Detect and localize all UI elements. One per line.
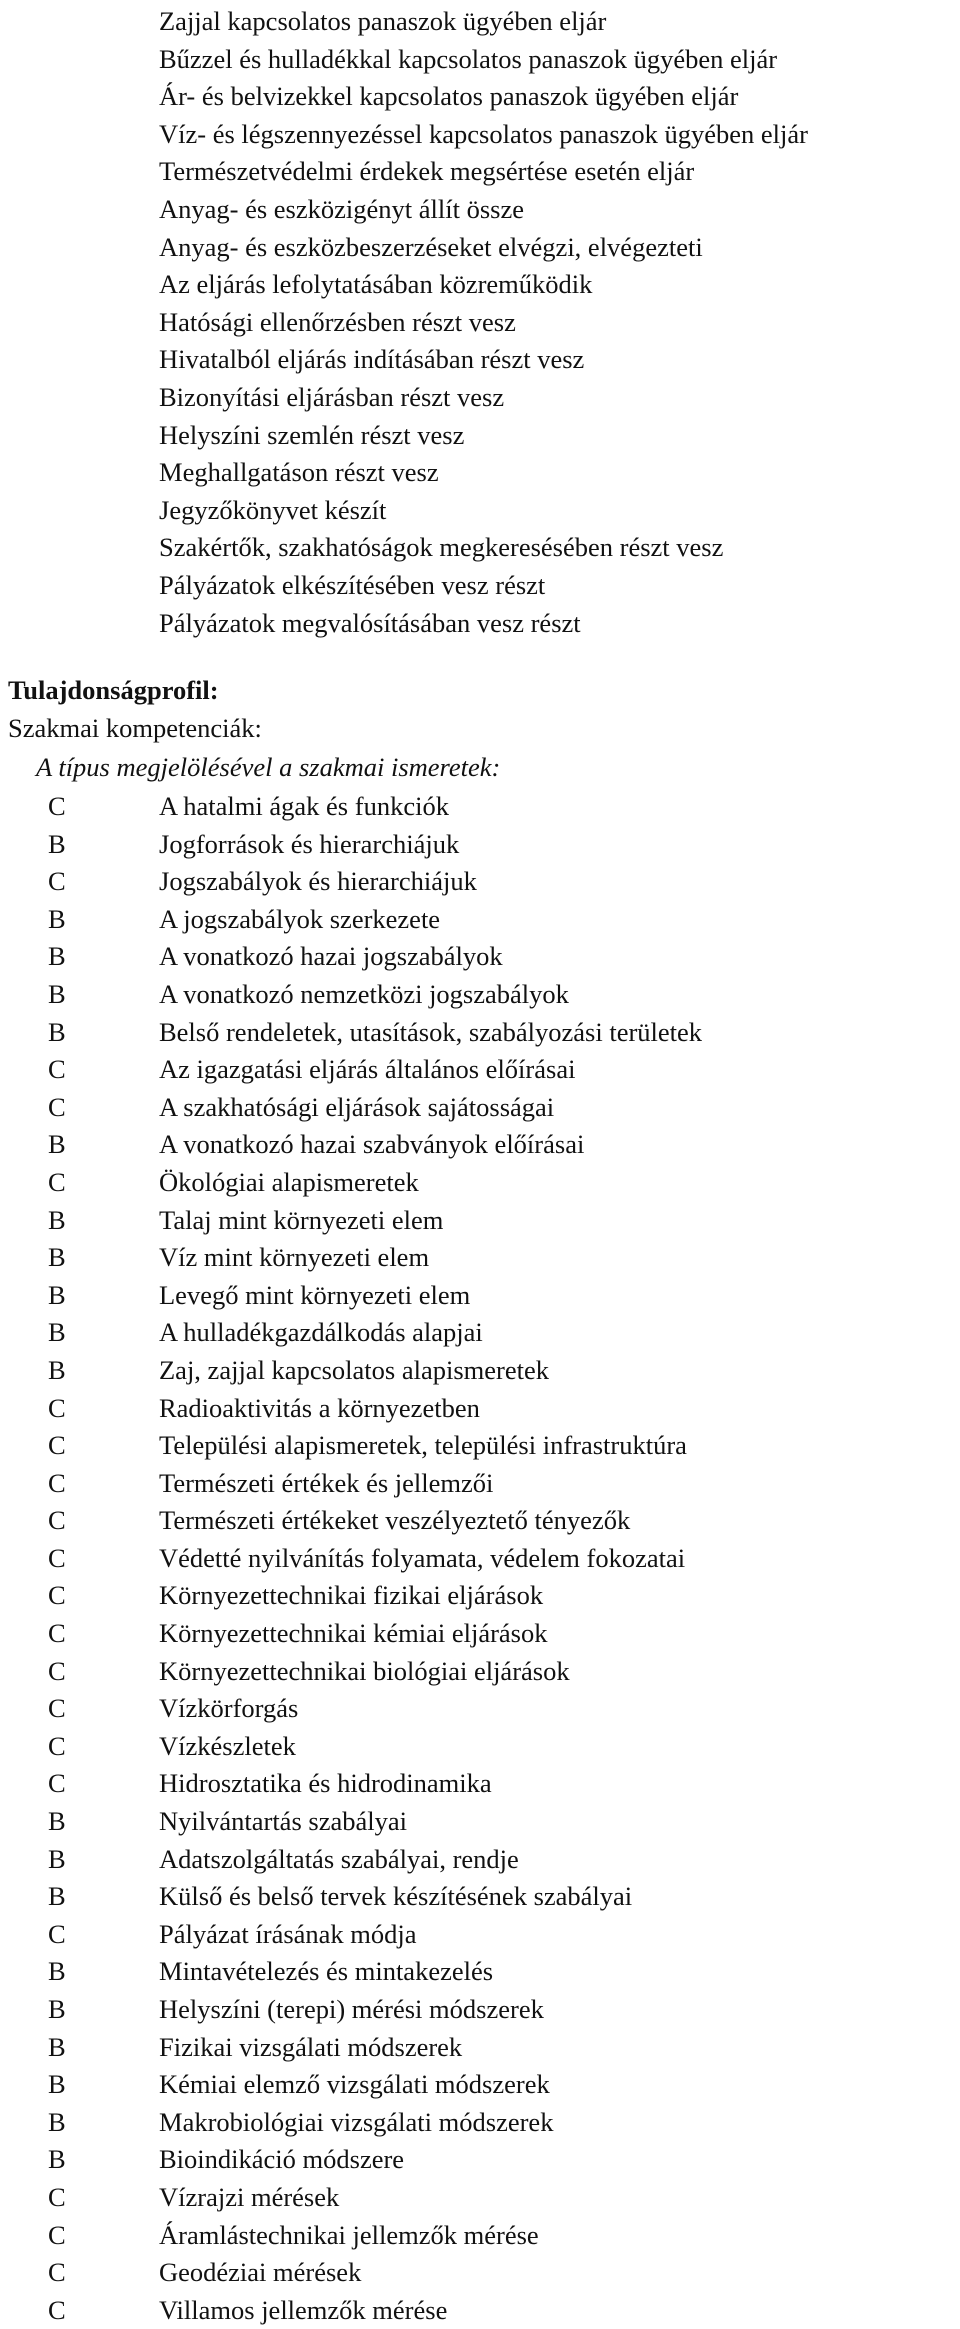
competency-level: B	[48, 903, 66, 934]
competency-label: Környezettechnikai kémiai eljárások	[159, 1618, 548, 1649]
competency-label: Áramlástechnikai jellemzők mérése	[159, 2219, 539, 2250]
competency-row	[0, 863, 960, 901]
competency-row	[0, 976, 960, 1014]
competency-level: B	[48, 1881, 66, 1912]
competency-row	[0, 1465, 960, 1503]
competency-row	[0, 1615, 960, 1653]
competency-row	[0, 1352, 960, 1390]
competency-row	[0, 1126, 960, 1164]
competency-level: C	[48, 1430, 66, 1461]
competency-label: Belső rendeletek, utasítások, szabályozási területek	[159, 1016, 703, 1047]
competency-level: C	[48, 1730, 66, 1761]
competency-label: Mintavételezés és mintakezelés	[159, 1956, 494, 1987]
competency-label: Nyilvántartás szabályai	[159, 1806, 407, 1837]
competency-level: C	[48, 1918, 66, 1949]
competency-label: Ökológiai alapismeretek	[159, 1166, 419, 1197]
competency-level: B	[48, 1806, 66, 1837]
task-list	[159, 3, 949, 642]
competency-row	[0, 1089, 960, 1127]
competency-label: A vonatkozó hazai szabványok előírásai	[159, 1129, 585, 1160]
competency-row	[0, 1803, 960, 1841]
task-item: Bűzzel és hulladékkal kapcsolatos panaszok ügyében eljár	[159, 43, 778, 74]
competency-row	[0, 2254, 960, 2292]
competency-row	[0, 1690, 960, 1728]
task-item: Jegyzőkönyvet készít	[159, 494, 387, 525]
competency-level: B	[48, 2106, 66, 2137]
competency-label: Geodéziai mérések	[159, 2257, 362, 2288]
competency-row	[0, 1314, 960, 1352]
competency-level: B	[48, 1242, 66, 1273]
competency-row	[0, 1202, 960, 1240]
competency-label: Levegő mint környezeti elem	[159, 1279, 471, 1310]
competency-label: Radioaktivitás a környezetben	[159, 1392, 480, 1423]
competency-level: B	[48, 2144, 66, 2175]
competency-row	[0, 1878, 960, 1916]
profile-note: A típus megjelölésével a szakmai ismeretek:	[36, 752, 501, 782]
task-item: Víz- és légszennyezéssel kapcsolatos panaszok ügyében eljár	[159, 118, 808, 149]
competency-level: C	[48, 1054, 66, 1085]
competency-level: B	[48, 1354, 66, 1385]
profile-title: Tulajdonságprofil:	[8, 675, 219, 705]
task-item: Helyszíni szemlén részt vesz	[159, 419, 465, 450]
task-item: Ár- és belvizekkel kapcsolatos panaszok ügyében eljár	[159, 81, 739, 112]
competency-label: Fizikai vizsgálati módszerek	[159, 2031, 463, 2062]
task-item: Meghallgatáson részt vesz	[159, 457, 439, 488]
competency-label: Jogforrások és hierarchiájuk	[159, 828, 460, 859]
competency-level: C	[48, 1542, 66, 1573]
competency-level: B	[48, 1279, 66, 1310]
competency-row	[0, 1277, 960, 1315]
competency-level: C	[48, 1091, 66, 1122]
competency-row	[0, 1765, 960, 1803]
task-item: Hivatalból eljárás indításában részt vesz	[159, 344, 585, 375]
competency-level: C	[48, 866, 66, 897]
competency-level: B	[48, 941, 66, 972]
competency-row	[0, 1540, 960, 1578]
competency-label: A hatalmi ágak és funkciók	[159, 791, 449, 821]
task-item: Anyag- és eszközigényt állít össze	[159, 193, 524, 224]
competency-label: Környezettechnikai fizikai eljárások	[159, 1580, 544, 1611]
competency-label: Az igazgatási eljárás általános előírásai	[159, 1054, 576, 1085]
competency-row	[0, 1841, 960, 1879]
task-item: Az eljárás lefolytatásában közreműködik	[159, 269, 593, 300]
competency-level: C	[48, 1580, 66, 1611]
competency-level: C	[48, 1768, 66, 1799]
competency-row	[0, 2066, 960, 2104]
competency-level: C	[48, 1505, 66, 1536]
competency-row	[0, 788, 960, 826]
competency-label: Helyszíni (terepi) mérési módszerek	[159, 1994, 544, 2024]
competency-label: Adatszolgáltatás szabályai, rendje	[159, 1843, 519, 1874]
competency-level: C	[48, 791, 66, 821]
task-item: Pályázatok elkészítésében vesz részt	[159, 569, 546, 600]
competency-row	[0, 2029, 960, 2067]
competency-row	[0, 1427, 960, 1465]
competency-level: C	[48, 1166, 66, 1197]
competency-row	[0, 1051, 960, 1089]
competency-level: B	[48, 1956, 66, 1987]
competency-row	[0, 2104, 960, 2142]
competency-level: B	[48, 828, 66, 859]
competency-label: Természeti értékek és jellemzői	[159, 1467, 494, 1498]
competency-label: Pályázat írásának módja	[159, 1918, 417, 1949]
competency-row	[0, 938, 960, 976]
competency-label: Vízrajzi mérések	[159, 2181, 340, 2212]
competency-row	[0, 901, 960, 939]
competency-label: Talaj mint környezeti elem	[159, 1204, 444, 1235]
competency-label: Vízkészletek	[159, 1730, 296, 1761]
competency-label: A jogszabályok szerkezete	[159, 903, 441, 934]
competency-row	[0, 1653, 960, 1691]
competency-row	[0, 2179, 960, 2217]
competency-level: B	[48, 2069, 66, 2100]
competency-level: B	[48, 1994, 66, 2024]
competency-row	[0, 1390, 960, 1428]
competency-row	[0, 826, 960, 864]
competency-level: C	[48, 2294, 66, 2325]
competency-row	[0, 1991, 960, 2029]
competency-row	[0, 1728, 960, 1766]
competency-row	[0, 2141, 960, 2179]
competency-label: Környezettechnikai biológiai eljárások	[159, 1655, 570, 1686]
competency-level: B	[48, 978, 66, 1009]
competency-level: C	[48, 1618, 66, 1649]
competency-level: C	[48, 1392, 66, 1423]
competency-label: Települési alapismeretek, települési infrastruktúra	[159, 1430, 687, 1461]
competency-level: C	[48, 1655, 66, 1686]
competency-level: B	[48, 2031, 66, 2062]
competency-label: Víz mint környezeti elem	[159, 1242, 430, 1273]
competency-level: B	[48, 1016, 66, 1047]
competency-level: C	[48, 2181, 66, 2212]
competency-label: Természeti értékeket veszélyeztető tényezők	[159, 1505, 631, 1536]
competency-level: C	[48, 2219, 66, 2250]
competency-label: Villamos jellemzők mérése	[159, 2294, 448, 2325]
competency-label: Makrobiológiai vizsgálati módszerek	[159, 2106, 554, 2137]
competency-level: B	[48, 1204, 66, 1235]
competency-level: B	[48, 1843, 66, 1874]
competency-row	[0, 1577, 960, 1615]
competency-list	[0, 788, 960, 2329]
competency-level: C	[48, 2257, 66, 2288]
competency-label: Hidrosztatika és hidrodinamika	[159, 1768, 492, 1799]
competency-row	[0, 1502, 960, 1540]
task-item: Természetvédelmi érdekek megsértése esetén eljár	[159, 156, 695, 187]
task-item: Anyag- és eszközbeszerzéseket elvégzi, elvégezteti	[159, 231, 703, 262]
competency-row	[0, 1239, 960, 1277]
competency-label: Kémiai elemző vizsgálati módszerek	[159, 2069, 550, 2100]
competency-row	[0, 2217, 960, 2255]
competency-label: A hulladékgazdálkodás alapjai	[159, 1317, 483, 1348]
competency-row	[0, 1164, 960, 1202]
profile-subtitle: Szakmai kompetenciák:	[8, 713, 262, 743]
competency-label: A vonatkozó hazai jogszabályok	[159, 941, 503, 972]
task-item: Szakértők, szakhatóságok megkeresésében részt vesz	[159, 532, 724, 563]
task-item: Zajjal kapcsolatos panaszok ügyében eljár	[159, 6, 607, 36]
competency-level: B	[48, 1129, 66, 1160]
competency-label: Zaj, zajjal kapcsolatos alapismeretek	[159, 1354, 549, 1385]
task-item: Bizonyítási eljárásban részt vesz	[159, 381, 505, 412]
competency-row	[0, 2292, 960, 2329]
competency-label: Védetté nyilvánítás folyamata, védelem fokozatai	[159, 1542, 686, 1573]
competency-label: A szakhatósági eljárások sajátosságai	[159, 1091, 555, 1122]
competency-row	[0, 1953, 960, 1991]
competency-label: Jogszabályok és hierarchiájuk	[159, 866, 477, 897]
competency-label: Külső és belső tervek készítésének szabályai	[159, 1881, 633, 1912]
task-item: Hatósági ellenőrzésben részt vesz	[159, 306, 516, 337]
competency-label: Vízkörforgás	[159, 1693, 299, 1724]
competency-row	[0, 1014, 960, 1052]
competency-row	[0, 1916, 960, 1954]
competency-label: Bioindikáció módszere	[159, 2144, 405, 2175]
competency-label: A vonatkozó nemzetközi jogszabályok	[159, 978, 569, 1009]
competency-level: C	[48, 1693, 66, 1724]
competency-level: C	[48, 1467, 66, 1498]
competency-level: B	[48, 1317, 66, 1348]
task-item: Pályázatok megvalósításában vesz részt	[159, 607, 581, 638]
